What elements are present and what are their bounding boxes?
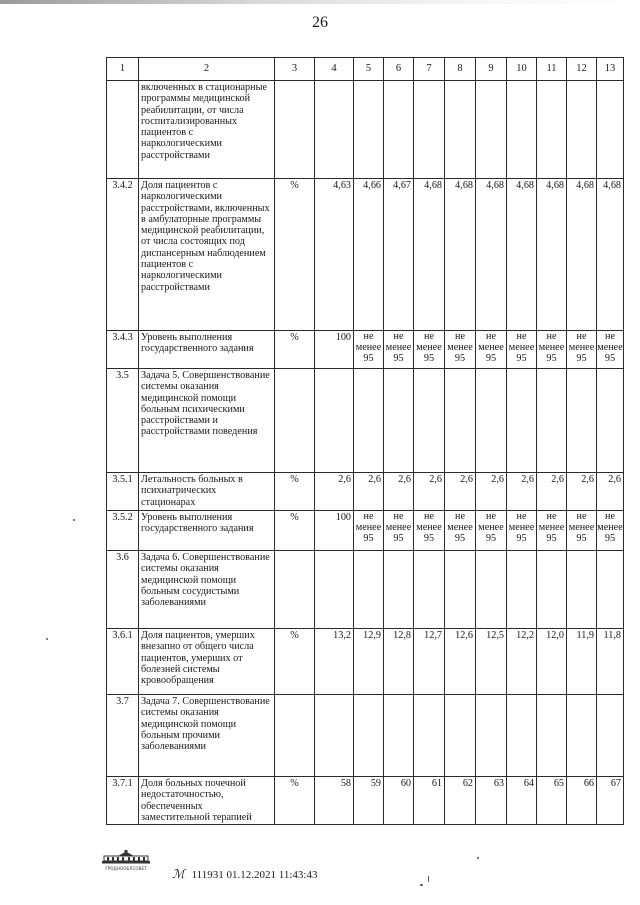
value-cell-col-12 (567, 369, 597, 473)
value-cell-col-8: не менее 95 (445, 331, 476, 369)
column-header-8: 8 (445, 58, 476, 81)
value-cell-col-6 (384, 551, 414, 629)
value-cell-col-5: 4,66 (354, 179, 384, 331)
value-cell-col-5: не менее 95 (354, 511, 384, 551)
unit: % (275, 179, 315, 331)
value-cell-col-11: 12,0 (537, 629, 567, 695)
value-cell-col-8: не менее 95 (445, 511, 476, 551)
value-cell-col-11: не менее 95 (537, 511, 567, 551)
value-cell-col-11: 2,6 (537, 473, 567, 511)
value-cell-col-4 (315, 551, 354, 629)
value-cell-col-5: 12,9 (354, 629, 384, 695)
unit: % (275, 473, 315, 511)
indicator-name: Уровень выполнения государственного задания (139, 511, 275, 551)
row-number: 3.4.3 (107, 331, 139, 369)
value-cell-col-4 (315, 695, 354, 777)
value-cell-col-8: 2,6 (445, 473, 476, 511)
value-cell-col-9 (476, 369, 507, 473)
value-cell-col-7: 4,68 (414, 179, 445, 331)
table-row (107, 331, 624, 369)
value-cell-col-6: 4,67 (384, 179, 414, 331)
table-row (107, 511, 624, 551)
row-number: 3.5 (107, 369, 139, 473)
value-cell-col-5 (354, 551, 384, 629)
unit (275, 695, 315, 777)
value-cell-col-7: 61 (414, 777, 445, 825)
table-row (107, 551, 624, 629)
value-cell-col-5: 2,6 (354, 473, 384, 511)
value-cell-col-8 (445, 81, 476, 179)
value-cell-col-9 (476, 81, 507, 179)
value-cell-col-4: 100 (315, 511, 354, 551)
indicator-name: Задача 6. Совершенствование системы оказания медицинской помощи больным сосудистыми заболеваниями (139, 551, 275, 629)
scan-speck (73, 519, 75, 521)
value-cell-col-11 (537, 369, 567, 473)
column-header-13: 13 (597, 58, 624, 81)
indicator-name: Уровень выполнения государственного задания (139, 331, 275, 369)
unit: % (275, 511, 315, 551)
value-cell-col-5 (354, 695, 384, 777)
row-number: 3.4.2 (107, 179, 139, 331)
value-cell-col-7 (414, 81, 445, 179)
value-cell-col-7: не менее 95 (414, 511, 445, 551)
value-cell-col-9: не менее 95 (476, 511, 507, 551)
value-cell-col-6 (384, 369, 414, 473)
value-cell-col-13: 4,68 (597, 179, 624, 331)
value-cell-col-5: 59 (354, 777, 384, 825)
value-cell-col-12: не менее 95 (567, 511, 597, 551)
value-cell-col-13: 11,8 (597, 629, 624, 695)
value-cell-col-13: 2,6 (597, 473, 624, 511)
value-cell-col-11 (537, 81, 567, 179)
row-number (107, 81, 139, 179)
table-header-row (107, 58, 624, 81)
page-number: 26 (312, 14, 328, 31)
value-cell-col-11: не менее 95 (537, 331, 567, 369)
value-cell-col-4: 2,6 (315, 473, 354, 511)
value-cell-col-11 (537, 551, 567, 629)
value-cell-col-10: 64 (507, 777, 537, 825)
value-cell-col-12: не менее 95 (567, 331, 597, 369)
column-header-11: 11 (537, 58, 567, 81)
value-cell-col-5 (354, 369, 384, 473)
value-cell-col-13 (597, 695, 624, 777)
scan-speck (420, 884, 423, 886)
unit (275, 81, 315, 179)
value-cell-col-6: 2,6 (384, 473, 414, 511)
value-cell-col-4: 13,2 (315, 629, 354, 695)
value-cell-col-10: 4,68 (507, 179, 537, 331)
value-cell-col-13: 67 (597, 777, 624, 825)
unit: % (275, 331, 315, 369)
value-cell-col-4: 4,63 (315, 179, 354, 331)
row-number: 3.6.1 (107, 629, 139, 695)
value-cell-col-10: 12,2 (507, 629, 537, 695)
value-cell-col-4 (315, 369, 354, 473)
value-cell-col-10 (507, 81, 537, 179)
value-cell-col-9: 4,68 (476, 179, 507, 331)
row-number: 3.7.1 (107, 777, 139, 825)
value-cell-col-7 (414, 551, 445, 629)
value-cell-col-6: не менее 95 (384, 511, 414, 551)
registration-mark: ℳ (172, 867, 185, 881)
table-row (107, 629, 624, 695)
value-cell-col-5 (354, 81, 384, 179)
column-header-9: 9 (476, 58, 507, 81)
value-cell-col-10 (507, 369, 537, 473)
value-cell-col-8 (445, 551, 476, 629)
table-row (107, 695, 624, 777)
value-cell-col-6 (384, 81, 414, 179)
indicator-name: включенных в стационарные программы медицинской реабилитации, от числа госпитализированных пациентов с наркологическими расстройствами (139, 81, 275, 179)
scan-speck (477, 857, 479, 859)
table-row (107, 473, 624, 511)
row-number: 3.7 (107, 695, 139, 777)
value-cell-col-13 (597, 551, 624, 629)
indicator-name: Задача 5. Совершенствование системы оказания медицинской помощи больным психическими расстройствами и расстройствами поведения (139, 369, 275, 473)
value-cell-col-12 (567, 551, 597, 629)
value-cell-col-13: не менее 95 (597, 331, 624, 369)
indicator-name: Доля пациентов, умерших внезапно от общего числа пациентов, умерших от болезней системы кровообращения (139, 629, 275, 695)
value-cell-col-4: 58 (315, 777, 354, 825)
value-cell-col-11 (537, 695, 567, 777)
row-number: 3.5.2 (107, 511, 139, 551)
scan-speck (428, 876, 429, 882)
value-cell-col-8: 62 (445, 777, 476, 825)
value-cell-col-7: 2,6 (414, 473, 445, 511)
value-cell-col-11: 4,68 (537, 179, 567, 331)
building-stamp-logo (100, 850, 152, 870)
column-header-4: 4 (315, 58, 354, 81)
value-cell-col-12 (567, 695, 597, 777)
value-cell-col-9 (476, 695, 507, 777)
value-cell-col-7 (414, 369, 445, 473)
value-cell-col-6: 12,8 (384, 629, 414, 695)
value-cell-col-8: 12,6 (445, 629, 476, 695)
indicators-table (106, 57, 624, 825)
value-cell-col-10: не менее 95 (507, 511, 537, 551)
value-cell-col-13: не менее 95 (597, 511, 624, 551)
indicator-name: Задача 7. Совершенствование системы оказания медицинской помощи больным прочими заболеваниями (139, 695, 275, 777)
unit: % (275, 777, 315, 825)
indicator-name: Летальность больных в психиатрических стационарах (139, 473, 275, 511)
value-cell-col-12 (567, 81, 597, 179)
value-cell-col-6 (384, 695, 414, 777)
column-header-5: 5 (354, 58, 384, 81)
scan-speck (46, 638, 48, 640)
value-cell-col-4 (315, 81, 354, 179)
value-cell-col-11: 65 (537, 777, 567, 825)
value-cell-col-12: 11,9 (567, 629, 597, 695)
value-cell-col-12: 66 (567, 777, 597, 825)
value-cell-col-7 (414, 695, 445, 777)
table-row (107, 777, 624, 825)
table-row (107, 81, 624, 179)
value-cell-col-9: 63 (476, 777, 507, 825)
value-cell-col-4: 100 (315, 331, 354, 369)
value-cell-col-8: 4,68 (445, 179, 476, 331)
registration-number-and-date: 111931 01.12.2021 11:43:43 (191, 869, 318, 881)
value-cell-col-12: 2,6 (567, 473, 597, 511)
value-cell-col-6: 60 (384, 777, 414, 825)
value-cell-col-6: не менее 95 (384, 331, 414, 369)
column-header-7: 7 (414, 58, 445, 81)
value-cell-col-7: 12,7 (414, 629, 445, 695)
registration-info (172, 867, 317, 882)
column-header-3: 3 (275, 58, 315, 81)
row-number: 3.6 (107, 551, 139, 629)
value-cell-col-8 (445, 695, 476, 777)
value-cell-col-9: 2,6 (476, 473, 507, 511)
column-header-12: 12 (567, 58, 597, 81)
column-header-10: 10 (507, 58, 537, 81)
stamp-text: ГРОДНООБЛСОВЕТ (105, 866, 147, 871)
value-cell-col-13 (597, 369, 624, 473)
value-cell-col-5: не менее 95 (354, 331, 384, 369)
value-cell-col-10 (507, 551, 537, 629)
value-cell-col-8 (445, 369, 476, 473)
table-row (107, 369, 624, 473)
column-header-2: 2 (139, 58, 275, 81)
column-header-1: 1 (107, 58, 139, 81)
scan-edge (0, 0, 640, 4)
indicator-name: Доля больных почечной недостаточностью, обеспеченных заместительной терапией (139, 777, 275, 825)
value-cell-col-10: 2,6 (507, 473, 537, 511)
building-icon (100, 850, 152, 864)
value-cell-col-9: не менее 95 (476, 331, 507, 369)
table-row (107, 179, 624, 331)
indicator-name: Доля пациентов с наркологическими расстройствами, включенных в амбулаторные программы медицинской реабилитации, от числа состоящих под диспансерным наблюдением пациентов с наркологическими расстройствами (139, 179, 275, 331)
value-cell-col-12: 4,68 (567, 179, 597, 331)
row-number: 3.5.1 (107, 473, 139, 511)
value-cell-col-10 (507, 695, 537, 777)
value-cell-col-9 (476, 551, 507, 629)
unit: % (275, 629, 315, 695)
unit (275, 551, 315, 629)
value-cell-col-7: не менее 95 (414, 331, 445, 369)
column-header-6: 6 (384, 58, 414, 81)
value-cell-col-9: 12,5 (476, 629, 507, 695)
unit (275, 369, 315, 473)
value-cell-col-10: не менее 95 (507, 331, 537, 369)
value-cell-col-13 (597, 81, 624, 179)
